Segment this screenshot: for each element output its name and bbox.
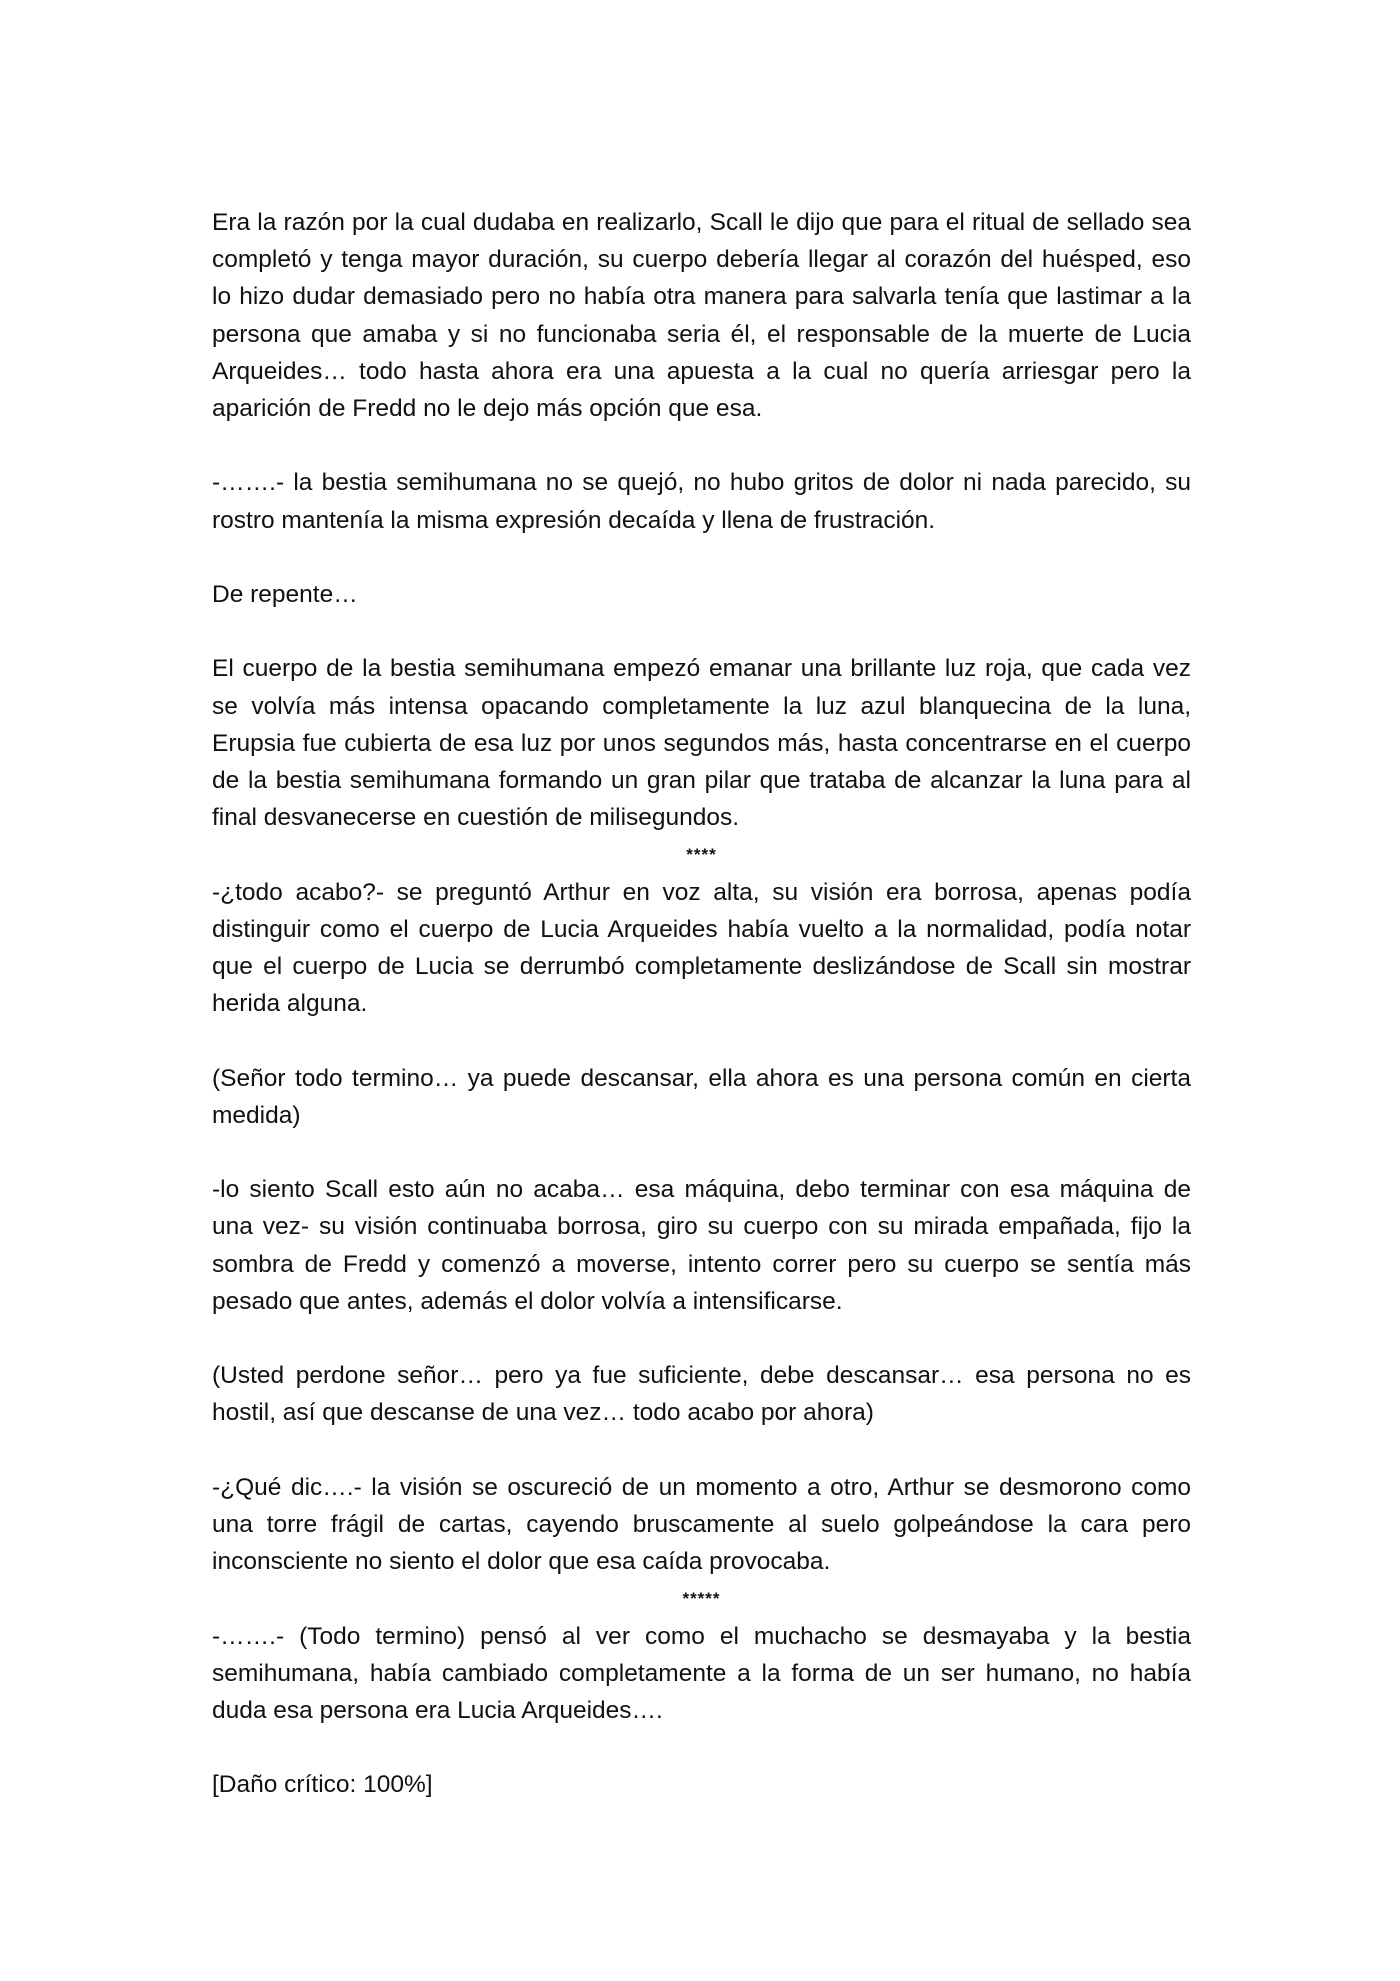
section-separator: **** — [686, 845, 717, 865]
paragraph-suddenly: De repente… — [212, 581, 358, 608]
document-body — [212, 204, 1191, 1804]
paragraph-lucia-human: -…….- (Todo termino) pensó al ver como el muchacho se desmayaba y la bestia semihumana, había cambiado completamente a la forma de un ser humano, no había duda esa persona era Lucia Arqueides…. — [212, 1622, 1191, 1725]
section-separator: ***** — [682, 1589, 721, 1609]
paragraph-sealing-ritual: Era la razón por la cual dudaba en realizarlo, Scall le dijo que para el ritual de sellado sea completó y tenga mayor duración, su cuerpo debería llegar al corazón del huésped, eso lo hizo dudar demasiado pero no había otra manera para salvarla tenía que lastimar a la persona que amaba y si no funcionaba seria él, el responsable de la muerte de Lucia Arqueides… todo hasta ahora era una apuesta a la cual no quería arriesgar pero la aparición de Fredd no le dejo más opción que esa. — [212, 209, 1191, 423]
paragraph-scall-rest: (Señor todo termino… ya puede descansar, ella ahora es una persona común en cierta medida) — [212, 1064, 1191, 1129]
critical-damage-status: [Daño crítico: 100%] — [212, 1771, 433, 1799]
paragraph-arthur-question: -¿todo acabo?- se preguntó Arthur en voz alta, su visión era borrosa, apenas podía distinguir como el cuerpo de Lucia Arqueides había vuelto a la normalidad, podía notar que el cuerpo de Lucia se derrumbó completamente deslizándose de Scall sin mostrar herida alguna. — [212, 878, 1191, 1018]
paragraph-beast-silent: -…….- la bestia semihumana no se quejó, no hubo gritos de dolor ni nada parecido, su rostro mantenía la misma expresión decaída y llena de frustración. — [212, 469, 1191, 534]
paragraph-red-light: El cuerpo de la bestia semihumana empezó emanar una brillante luz roja, que cada vez se volvía más intensa opacando completamente la luz azul blanquecina de la luna, Erupsia fue cubierta de esa luz por unos segundos más, hasta concentrarse en el cuerpo de la bestia semihumana formando un gran pilar que trataba de alcanzar la luna para al final desvanecerse en cuestión de milisegundos. — [212, 655, 1191, 832]
paragraph-scall-pardon: (Usted perdone señor… pero ya fue suficiente, debe descansar… esa persona no es hostil, así que descanse de una vez… todo acabo por ahora) — [212, 1362, 1191, 1427]
paragraph-machine: -lo siento Scall esto aún no acaba… esa máquina, debo terminar con esa máquina de una vez- su visión continuaba borrosa, giro su cuerpo con su mirada empañada, fijo la sombra de Fredd y comenzó a moverse, intento correr pero su cuerpo se sentía más pesado que antes, además el dolor volvía a intensificarse. — [212, 1176, 1191, 1315]
paragraph-collapse: -¿Qué dic….- la visión se oscureció de un momento a otro, Arthur se desmorono como una torre frágil de cartas, cayendo bruscamente al suelo golpeándose la cara pero inconsciente no siento el dolor que esa caída provocaba. — [212, 1473, 1191, 1576]
